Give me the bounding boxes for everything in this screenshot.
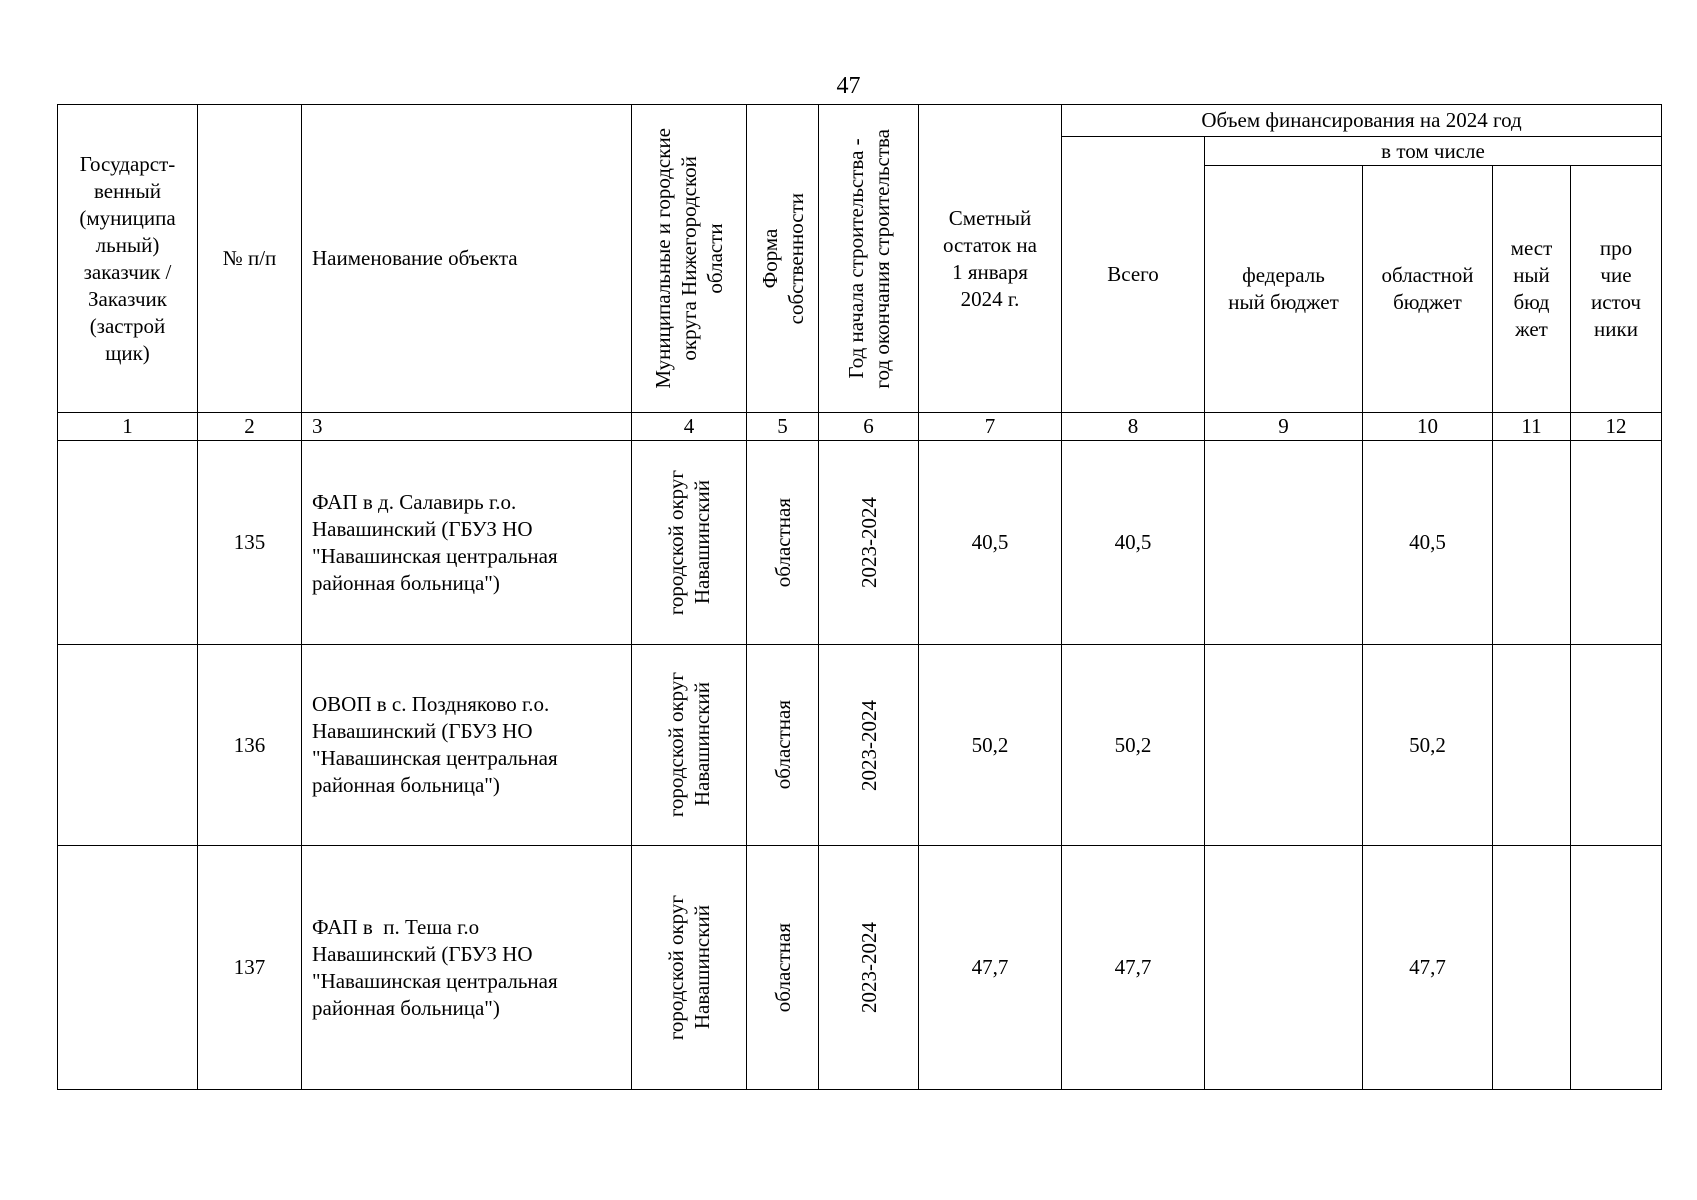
cell-number: 137 [198,846,302,1090]
cell-local [1493,441,1571,645]
cell-district: городской округ Навашинский [632,441,747,645]
page-number: 47 [836,73,861,99]
cell-total: 47,7 [1062,846,1205,1090]
cell-customer [58,645,198,846]
header-estimated-balance: Сметный остаток на 1 января 2024 г. [919,105,1062,413]
header-row-1 [58,105,1662,137]
cell-object-name: ОВОП в с. Поздняково г.о. Навашинский (ГБУЗ НО "Навашинская центральная районная больница") [302,645,632,846]
cell-regional: 40,5 [1363,441,1493,645]
header-object-name: Наименование объекта [302,105,632,413]
cell-federal [1205,645,1363,846]
header-financing-group: Объем финансирования на 2024 год [1062,105,1662,137]
cell-total: 40,5 [1062,441,1205,645]
cell-district: городской округ Навашинский [632,846,747,1090]
cell-ownership: областная [747,846,819,1090]
header-total: Всего [1062,137,1205,413]
column-number: 6 [819,413,919,441]
table-row [58,846,1662,1090]
cell-local [1493,846,1571,1090]
cell-estimated-balance: 50,2 [919,645,1062,846]
header-regional: областной бюджет [1363,166,1493,413]
column-number: 10 [1363,413,1493,441]
column-number: 9 [1205,413,1363,441]
column-number: 4 [632,413,747,441]
cell-object-name: ФАП в п. Теша г.о Навашинский (ГБУЗ НО "Навашинская центральная районная больница") [302,846,632,1090]
column-number: 8 [1062,413,1205,441]
header-years: Год начала строительства - год окончания строительства [819,105,919,413]
column-number: 12 [1571,413,1662,441]
cell-total: 50,2 [1062,645,1205,846]
column-number: 3 [302,413,632,441]
header-federal: федераль ный бюджет [1205,166,1363,413]
cell-other [1571,441,1662,645]
cell-other [1571,846,1662,1090]
column-number: 2 [198,413,302,441]
cell-regional: 50,2 [1363,645,1493,846]
column-number: 5 [747,413,819,441]
header-local: мест ный бюд жет [1493,166,1571,413]
cell-customer [58,846,198,1090]
cell-years: 2023-2024 [819,645,919,846]
cell-object-name: ФАП в д. Салавирь г.о. Навашинский (ГБУЗ НО "Навашинская центральная районная больница") [302,441,632,645]
cell-federal [1205,441,1363,645]
cell-years: 2023-2024 [819,846,919,1090]
table-row [58,441,1662,645]
cell-estimated-balance: 40,5 [919,441,1062,645]
cell-years: 2023-2024 [819,441,919,645]
header-other: про чие источ ники [1571,166,1662,413]
column-number: 11 [1493,413,1571,441]
header-number: № п/п [198,105,302,413]
cell-regional: 47,7 [1363,846,1493,1090]
header-customer: Государст- венный (муниципа льный) заказчик / Заказчик (застрой щик) [58,105,198,413]
cell-number: 136 [198,645,302,846]
cell-federal [1205,846,1363,1090]
cell-ownership: областная [747,441,819,645]
cell-customer [58,441,198,645]
header-ownership: Форма собственности [747,105,819,413]
cell-ownership: областная [747,645,819,846]
header-including-group: в том числе [1205,137,1662,166]
cell-other [1571,645,1662,846]
cell-estimated-balance: 47,7 [919,846,1062,1090]
table-row [58,645,1662,846]
cell-district: городской округ Навашинский [632,645,747,846]
cell-number: 135 [198,441,302,645]
construction-financing-table [57,104,1662,1090]
column-number: 7 [919,413,1062,441]
header-district: Муниципальные и городские округа Нижегородской области [632,105,747,413]
column-number: 1 [58,413,198,441]
column-numbers-row [58,413,1662,441]
cell-local [1493,645,1571,846]
